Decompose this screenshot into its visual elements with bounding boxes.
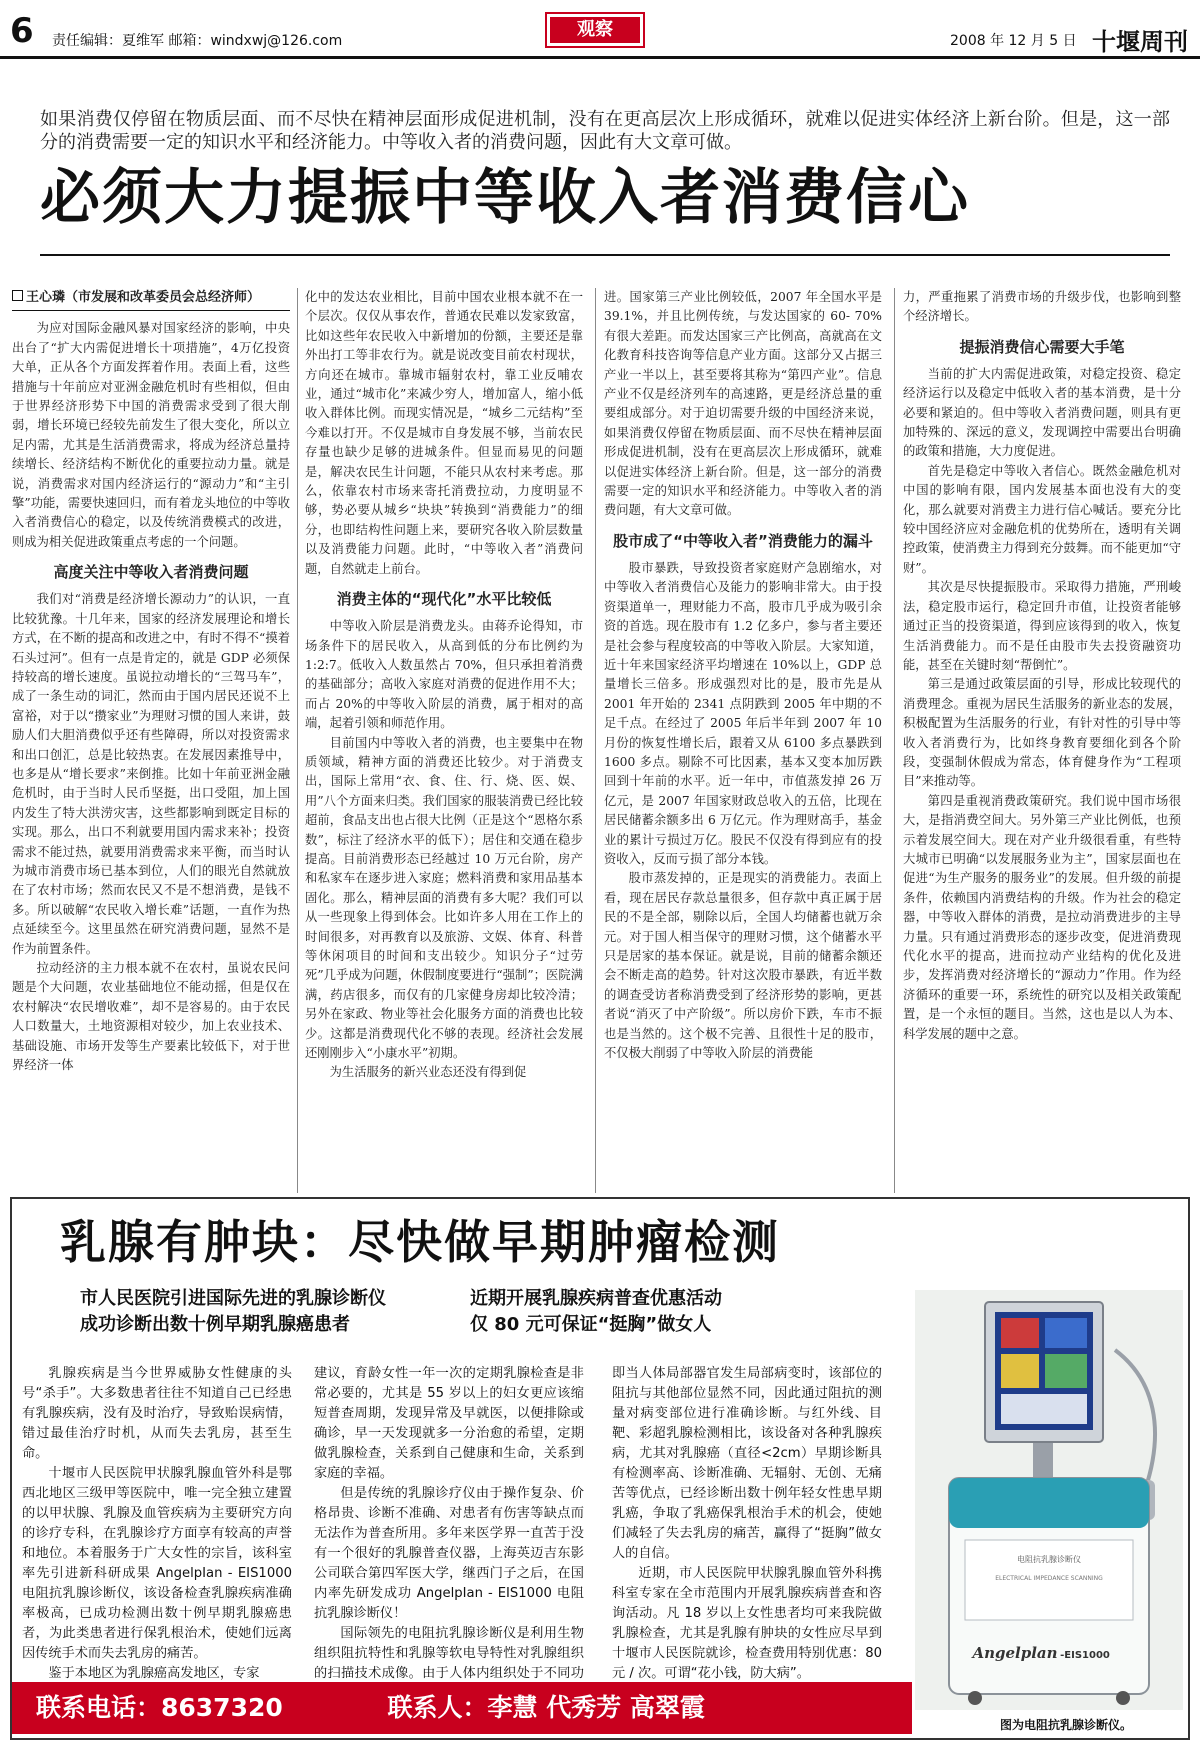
article-column-3 xyxy=(604,288,882,1063)
contact-bar xyxy=(12,1682,912,1734)
paragraph: 即当人体局部器官发生局部病变时，该部位的阻抗与其他部位显然不同，因此通过阻抗的测量对病变部位进行准确诊断。与红外线、目靶、彩超乳腺检测相比，该设备对各种乳腺疾病，尤其对乳腺癌（直径<2cm）早期诊断具有检测率高、诊断准确、无辐射、无创、无痛苦等优点，已经诊断出数十例年轻女性患早期乳癌，争取了乳癌保乳根治手术的机会，使她们减轻了失去乳房的痛苦，赢得了“挺胸”做女人的自信。 xyxy=(612,1366,882,1561)
subheading: 股市成了“中等收入者”消费能力的漏斗 xyxy=(613,531,873,550)
ad-subtitle-line: 成功诊断出数十例早期乳腺癌患者 xyxy=(80,1314,350,1335)
column-divider xyxy=(595,288,596,1193)
wheel xyxy=(968,1691,982,1705)
ad-column-2 xyxy=(314,1364,584,1704)
device-panel-text-en: ELECTRICAL IMPEDANCE SCANNING xyxy=(995,1575,1103,1582)
paragraph: 国际领先的电阻抗乳腺诊断仪是利用生物组织阻抗特性和乳腺等软电导特性对乳腺组织的扫描技术成像。由于人体内组织处于不同功 xyxy=(314,1626,584,1681)
ad-subtitle-line: 近期开展乳腺疾病普查优惠活动 xyxy=(470,1288,722,1309)
paragraph: 化中的发达农业相比，目前中国农业根本就不在一个层次。仅仅从事农作，普通农民难以发家致富，比如这些年农民收入中新增加的份额，主要还是靠外出打工等非农行为。就是说改变目前农村现状，方向还在城市。靠城市辐射农村，靠工业反哺农业，通过“城市化”来减少穷人，增加富人，缩小低收入群体比例。而现实情况是，“城乡二元结构”至今难以打开。不仅是城市自身发展不够，当前农民存量也缺少足够的进城条件。但显而易见的问题是，解决农民生计问题，不能只从农村来考虑。那么，依靠农村市场来寄托消费拉动，力度明显不够，势必要从城乡“块块”转换到“消费能力”的细分，也即结构性问题上来，要研究各收入阶层数量以及消费能力问题。此时，“中等收入者”消费问题，自然就走上前台。 xyxy=(305,290,583,576)
wheel xyxy=(1116,1691,1130,1705)
subheading: 消费主体的“现代化”水平比较低 xyxy=(336,590,552,609)
cart-top-panel xyxy=(949,1478,1149,1528)
publication-date: 2008 年 12 月 5 日 xyxy=(950,33,1077,49)
screen-tile xyxy=(1045,1354,1087,1388)
section-tag xyxy=(545,12,645,48)
ad-subtitle-line: 仅 80 元可保证“挺胸”做女人 xyxy=(470,1314,712,1335)
paragraph: 第四是重视消费政策研究。我们说中国市场很大，是指消费空间大。另外第三产业比例低，也预示着发展空间大。现在对产业升级很看重，有些特大城市已明确“以发展服务业为主”，国家层面也在促进“为生产服务的服务业”的发展。但升级的前提条件，依赖国内消费结构的升级。作为社会的稳定器，中等收入群体的消费，是拉动消费进步的主导力量。只有通过消费形态的逐步改变，促进消费现代化水平的提高，进而拉动产业结构的优化及进步，发挥消费对经济增长的“源动力”作用。作为经济循环的重要一环，系统性的研究以及相关政策配置，是一个永恒的题目。当然，这也是以人为本、科学发展的题中之意。 xyxy=(903,793,1181,1041)
contact-people: 联系人：李慧 代秀芳 高翠霞 xyxy=(387,1693,705,1722)
contact-phone: 联系电话：8637320 xyxy=(36,1693,283,1722)
screen-tile xyxy=(1001,1318,1039,1348)
paragraph: 进。国家第三产业比例较低，2007 年全国水平是 39.1%，并且比例传统，与发达国家的 60- 70%有很大差距。而发达国家三产比例高，高就高在文化教育科技咨询等信息产业方面。这部分又占据三产业一半以上，甚至要将其称为“第四产业”。信息产业不仅是经济列车的高速路，更是经济总量的重要组成部分。对于迫切需要升级的中国经济来说，如果消费仅停留在物质层面、而不尽快在精神层面形成促进机制，没有在更高层次上形成循环，就难以促进实体经济上新台阶。但是，这一部分的消费需要一定的知识水平和经济能力。中等收入者的消费问题，有大文章可做。 xyxy=(604,290,882,518)
device-brand: Angelplan xyxy=(972,1644,1058,1662)
paragraph: 其次是尽快提振股市。采取得力措施，严刑峻法，稳定股市运行，稳定回升市值，让投资者能够通过正当的投资渠道，得到应该得到的收入，恢复生活消费能力。而不是任由股市失去投资融资功能，甚至在关键时刻“帮倒忙”。 xyxy=(903,580,1181,672)
ad-subtitle-left xyxy=(80,1286,386,1338)
paragraph: 第三是通过政策层面的引导，形成比较现代的消费理念。重视为居民生活服务的新业态的发展，积极配置为生活服务的行业，有针对性的引导中等收入者消费行为，比如终身教育要细化到各个阶段，变强制休假成为常态，体育健身作为“工程项目”来推动等。 xyxy=(903,677,1181,789)
paragraph: 但是传统的乳腺诊疗仪由于操作复杂、价格昂贵、诊断不准确、对患者有伤害等缺点而无法作为普查所用。多年来医学界一直苦于没有一个很好的乳腺普查仪器，上海英迈吉东影公司联合第四军医大学，继西门子之后，在国内率先研发成功 AngelpIan - EIS1000 电阻抗乳腺诊断仪！ xyxy=(314,1486,584,1621)
paragraph: 中等收入阶层是消费龙头。由蒋乔论得知，市场条件下的居民收入，从高到低的分布比例约为 1:2:7。低收入人数虽然占 70%，但只承担着消费的基础部分；高收入家庭对消费的促进作用不大；而占 20%的中等收入阶层的消费，属于相对的高端，起着引领和师范作用。 xyxy=(305,619,583,731)
column-divider xyxy=(894,288,895,1193)
article-column-1 xyxy=(12,288,290,1075)
screen-panel xyxy=(1001,1394,1087,1424)
publication-name: 十堰周刊 xyxy=(1092,27,1188,56)
article-column-4 xyxy=(903,288,1181,1044)
ad-column-1 xyxy=(22,1364,292,1684)
article-lead: 如果消费仅停留在物质层面、而不尽快在精神层面形成促进机制，没有在更高层次上形成循环，就难以促进实体经济上新台阶。但是，这一部分的消费需要一定的知识水平和经济能力。中等收入者的消费问题，因此有大文章可做。 xyxy=(40,109,1170,153)
ad-column-3 xyxy=(612,1364,882,1684)
paragraph: 首先是稳定中等收入者信心。既然金融危机对中国的影响有限，国内发展基本面也没有大的变化，那么就要对消费主力进行信心喊话。要充分比较中国经济应对金融危机的优势所在，透明有关调控政策，使消费主力得到充分鼓舞。而不能更加“守财”。 xyxy=(903,463,1181,575)
page-number: 6 xyxy=(10,11,34,51)
byline-text: 王心璘（市发展和改革委员会总经济师） xyxy=(26,290,261,305)
column-divider xyxy=(297,288,298,1193)
byline xyxy=(12,288,290,311)
ad-subtitle-right xyxy=(470,1286,722,1338)
device-panel-text: 电阻抗乳腺诊断仪 xyxy=(1017,1555,1081,1564)
paragraph: 乳腺疾病是当今世界威胁女性健康的头号“杀手”。大多数患者往往不知道自己已经患有乳腺疾病，没有及时治疗，导致贻误病情，错过最佳治疗时机，从而失去乳房，甚至生命。 xyxy=(22,1366,292,1461)
headline-rule xyxy=(40,254,1170,256)
monitor-stand xyxy=(1033,1440,1053,1480)
paragraph: 为应对国际金融风暴对国家经济的影响，中央出台了“扩大内需促进增长十项措施”，4万亿投资大单，正从各个方面发挥着作用。表面上看，这些措施与十年前应对亚洲金融危机时有些相似，但由于世界经济形势下中国的消费需求受到了很大削弱，增长环境已经较先前发生了很大变化，所以立足内需，尤其是生活消费需求，将成为经济总量持续增长、经济结构不断优化的重要拉动力量。就是说，消费需求对国内经济运行的“源动力”和“主引擎”功能，需要快速回归，而有着龙头地位的中等收入者消费信心的稳定，以及传统消费模式的改进，则成为相关促进政策重点考虑的一个问题。 xyxy=(12,321,290,549)
screen-tile xyxy=(1001,1354,1039,1388)
ad-subtitle-line: 市人民医院引进国际先进的乳腺诊断仪 xyxy=(80,1288,386,1309)
paragraph: 我们对“消费是经济增长源动力”的认识，一直比较犹豫。十几年来，国家的经济发展理论和增长方式，在不断的提高和改进之中，有时不得不“摸着石头过河”。但有一点是肯定的，就是 GDP 必须保持较高的增长速度。虽说拉动增长的“三驾马车”，成了一条生动的词汇，然而由于国内居民还说不上富裕，对于以“攒家业”为理财习惯的国人来讲，鼓励人们大胆消费似乎还有些障碍，所以对投资需求和出口创汇，总是比较热衷。在发展因素推导中，也多是从“增长要求”来倒推。比如十年前亚洲金融危机时，由于当时人民币坚挺，出口受阻，加上国内发生了特大洪涝灾害，这些都影响到既定目标的实现。那么，出口不利就要用国内需求来补；投资需求不能过热，就要用消费需求来平衡，而当时认为城市消费市场已基本到位，人们的眼光自然就放在了农村市场；然而农民又不是不想消费，是钱不多。所以破解“农民收入增长难”话题，一直作为热点延续至今。这里虽然在研究消费问题，显然不是作为前置条件。 xyxy=(12,592,290,956)
paragraph: 近期，市人民医院甲状腺乳腺血管外科携科室专家在全市范围内开展乳腺疾病普查和咨询活动。凡 18 岁以上女性患者均可来我院做乳腺检查，尤其是乳腺有肿块的女性应尽早到十堰市人民医院就诊，检查费用特别优惠：80 元 / 次。可谓“花小钱，防大病”。 xyxy=(612,1566,882,1681)
byline-box xyxy=(12,290,23,301)
paragraph: 为生活服务的新兴业态还没有得到促 xyxy=(329,1065,527,1080)
paragraph: 目前国内中等收入者的消费，也主要集中在物质领域，精神方面的消费还比较少。对于消费支出，国际上常用“衣、食、住、行、烧、医、娱、用”八个方面来归类。我们国家的服装消费已经比较超前，食品支出也占很大比例（正是这个“恩格尔系数”，标注了经济水平的低下）；居住和交通在稳步提高。目前消费形态已经越过 10 万元台阶，房产和私家车在逐步进入家庭；燃料消费和家用品基本固化。那么，精神层面的消费有多大呢？我们可以从一些现象上得到体会。比如许多人用在工作上的时间很多，对再教育以及旅游、文娱、体育、科普等休闲项目的时间和支出较少。知识分子“过劳死”几乎成为问题，休假制度要进行“强制”；医院满满，药店很多，而仅有的几家健身房却比较冷清；另外在家政、物业等社会化服务方面的消费也比较少。这都是消费现代化不够的表现。经济社会发展还刚刚步入“小康水平”初期。 xyxy=(305,735,583,1061)
subheading: 提振消费信心需要大手笔 xyxy=(959,337,1125,356)
article-column-2 xyxy=(305,288,583,1083)
photo-caption: 图为电阻抗乳腺诊断仪。 xyxy=(1000,1718,1133,1732)
ad-title: 乳腺有肿块：尽快做早期肿瘤检测 xyxy=(60,1215,780,1269)
section-tag-label: 观察 xyxy=(550,17,640,43)
subheading: 高度关注中等收入者消费问题 xyxy=(53,563,249,582)
device-illustration xyxy=(915,1290,1183,1710)
paragraph: 股市蒸发掉的，正是现实的消费能力。表面上看，现在居民存款总量很多，但存款中真正属于居民的不是全部，剔除以后，全国人均储蓄也就万余元。对于国人相当保守的理财习惯，这个储蓄水平只是居家的基本保证。就是说，目前的储蓄余额还会不断走高的趋势。针对这次股市暴跌，有近半数的调查受访者称消费受到了经济形势的影响，更甚者说“消灭了中产阶级”。所以房价下跌，车市不振也是当然的。这个极不完善、且很性十足的股市，不仅极大削弱了中等收入阶层的消费能 xyxy=(604,871,882,1061)
editor-line: 责任编辑：夏维军 邮箱：windxwj@126.com xyxy=(52,33,343,49)
paragraph: 当前的扩大内需促进政策，对稳定投资、稳定经济运行以及稳定中低收入者的基本消费，是十分必要和紧迫的。但中等收入者消费问题，则具有更加特殊的、深远的意义，发现调控中需要出台明确的政策和措施，大力度促进。 xyxy=(903,366,1181,459)
paragraph: 拉动经济的主力根本就不在农村，虽说农民问题是个大问题，农业基础地位不能动摇，但是仅在农村解决“农民增收难”，却不是容易的。由于农民人口数量大，土地资源相对较少，加上农业技术、基础设施、市场开发等生产要素比较低下，对于世界经济一体 xyxy=(12,961,290,1073)
article-headline: 必须大力提振中等收入者消费信心 xyxy=(40,163,970,233)
paragraph: 十堰市人民医院甲状腺乳腺血管外科是鄂西北地区三级甲等医院中，唯一完全独立建置的以甲状腺、乳腺及血管疾病为主要研究方向的诊疗专科，在乳腺诊疗方面享有较高的声誉和地位。本着服务于广大女性的宗旨，该科室率先引进新科研成果 AngelpIan - EIS1000 电阻抗乳腺诊断仪，该设备检查乳腺疾病准确率极高，已成功检测出数十例早期乳腺癌患者，为此类患者进行保乳根治术，使她们远离因传统手术而失去乳房的痛苦。 xyxy=(22,1466,292,1661)
device-photo xyxy=(915,1290,1183,1710)
screen-tile xyxy=(1045,1318,1087,1348)
device-model: -EIS1000 xyxy=(1060,1650,1110,1661)
paragraph: 鉴于本地区为乳腺癌高发地区，专家 xyxy=(48,1666,260,1681)
paragraph: 股市暴跌，导致投资者家庭财产急剧缩水，对中等收入者消费信心及能力的影响非常大。由于投资渠道单一，理财能力不高，股市几乎成为吸引余资的首选。现在股市有 1.2 亿多户，参与者主要还是社会参与程度较高的中等收入阶层。大家知道，近十年来国家经济平均增速在 10%以上，GDP 总量增长三倍多。形成强烈对比的是，股市先是从 2001 年开始的 2341 点阴跌到 2005 年中期的不足千点。在经过了 2005 年后半年到 2007 年 10 月份的恢复性增长后，跟着又从 6100 多点暴跌到 1600 多点。剔除不可比因素，基本又变本加厉跌回到十年前的水平。近一年中，市值蒸发掉 26 万亿元，是 2007 年国家财政总收入的五倍，比现在居民储蓄余额多出 6 万亿元。作为理财高手，基金业的累计亏损过万亿。股民不仅没有得到应有的投资收入，反而亏损了部分本钱。 xyxy=(604,560,882,866)
paragraph: 力，严重拖累了消费市场的升级步伐，也影响到整个经济增长。 xyxy=(903,290,1181,324)
paragraph: 建议，育龄女性一年一次的定期乳腺检查是非常必要的，尤其是 55 岁以上的妇女更应该缩短普查周期，发现异常及早就医，以便排除或确诊，早一天发现就多一分治愈的希望，定期做乳腺检查，关系到自己健康和生命，关系到家庭的幸福。 xyxy=(314,1366,584,1481)
header-rule xyxy=(0,56,1200,59)
